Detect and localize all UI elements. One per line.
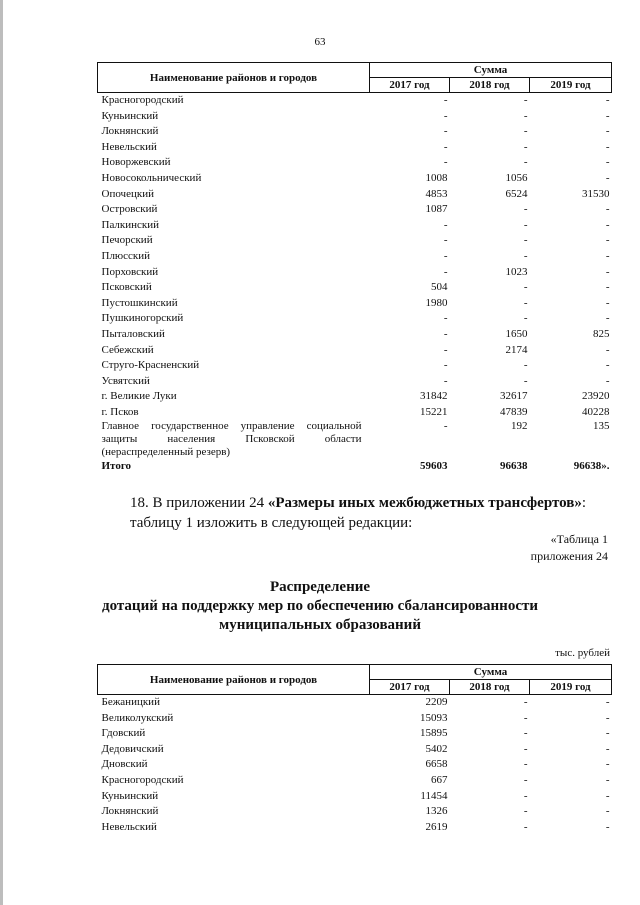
value-cell-2017: 667 [431, 773, 448, 786]
table-row [98, 757, 612, 773]
table-row [98, 311, 612, 327]
value-cell-2019: - [605, 125, 610, 138]
value-cell-2019: - [605, 218, 610, 231]
total-value-2018: 96638 [500, 460, 528, 473]
table-reference-line1: «Таблица 1 [550, 532, 608, 546]
value-cell-2017: 504 [431, 281, 448, 294]
value-cell-2019: - [605, 696, 610, 708]
value-cell-2017: - [443, 94, 448, 106]
value-cell-2017: 2619 [425, 820, 448, 833]
table-row [98, 265, 612, 281]
column-header-2017: 2017 год [370, 680, 450, 695]
value-cell-2019: - [605, 727, 610, 740]
value-cell-2018: - [523, 296, 528, 309]
row-name: Пустошкинский [101, 296, 178, 309]
value-cell-2017: 15895 [420, 727, 448, 740]
column-header-2019: 2019 год [530, 78, 612, 93]
value-cell-2018: 47839 [500, 405, 528, 418]
table-row [98, 280, 612, 296]
table-row [98, 296, 612, 312]
table-reference-line2: приложения 24 [530, 549, 608, 563]
value-cell-2018: - [523, 281, 528, 294]
row-name: Невельский [101, 140, 157, 153]
row-name: Красногородский [101, 94, 184, 106]
table-row [98, 742, 612, 758]
table-row [98, 233, 612, 249]
value-cell-2017: 6658 [425, 758, 448, 771]
value-cell-2017: 1087 [425, 203, 448, 216]
column-header-sum: Сумма [370, 665, 612, 680]
row-name: Локнянский [101, 805, 159, 818]
value-cell-2017: - [443, 420, 448, 433]
table-row [98, 140, 612, 156]
value-cell-2018: - [523, 742, 528, 755]
value-cell-2019: - [605, 758, 610, 771]
value-cell-2017: 1326 [425, 805, 448, 818]
value-cell-2018: - [523, 711, 528, 724]
value-cell-2017: - [443, 125, 448, 138]
value-cell-2018: 6524 [505, 187, 528, 200]
value-cell-2017: - [443, 140, 448, 153]
column-header-2017: 2017 год [370, 78, 450, 93]
table-row [98, 389, 612, 405]
row-name: Бежаницкий [101, 696, 160, 708]
row-name: Псковский [101, 281, 152, 294]
appendix-title: «Размеры иных межбюджетных трансфертов» [267, 495, 582, 511]
value-cell-2019: - [605, 773, 610, 786]
row-name: Красногородский [101, 773, 184, 786]
row-name: Усвятский [101, 374, 150, 387]
value-cell-2019: - [605, 171, 610, 184]
value-cell-2017: 31842 [420, 390, 448, 403]
table-row [98, 358, 612, 374]
value-cell-2019: - [605, 805, 610, 818]
table-row [98, 93, 612, 109]
value-cell-2017: 5402 [425, 742, 448, 755]
row-name: Палкинский [101, 218, 160, 231]
value-cell-2018: 1650 [505, 327, 528, 340]
row-name: Струго-Красненский [101, 359, 200, 372]
value-cell-2019: - [605, 94, 610, 106]
value-cell-2017: - [443, 109, 448, 122]
row-name: Куньинский [101, 109, 159, 122]
value-cell-2018: - [523, 312, 528, 325]
paragraph-colon: : [581, 495, 587, 511]
value-cell-2018: - [523, 156, 528, 169]
row-name: Дедовичский [101, 742, 164, 755]
value-cell-2018: - [523, 805, 528, 818]
value-cell-2018: - [523, 758, 528, 771]
value-cell-2017: 11454 [420, 789, 448, 802]
amendment-paragraph [130, 493, 610, 513]
value-cell-2018: 192 [511, 420, 528, 433]
table-row [98, 171, 612, 187]
amendment-paragraph-line2: таблицу 1 изложить в следующей редакции: [130, 515, 413, 531]
value-cell-2019: - [605, 820, 610, 833]
value-cell-2019: - [605, 281, 610, 294]
value-cell-2017: - [443, 218, 448, 231]
table-row [98, 155, 612, 171]
table-body [98, 93, 612, 476]
value-cell-2017: 4853 [425, 187, 448, 200]
value-cell-2018: - [523, 820, 528, 833]
table-row [98, 789, 612, 805]
column-header-2018: 2018 год [450, 78, 530, 93]
row-name: Локнянский [101, 125, 159, 138]
table-reference [531, 531, 608, 565]
value-cell-2017: - [443, 156, 448, 169]
title-line3: муниципальных образований [219, 617, 421, 633]
row-name: Великолукский [101, 711, 174, 724]
value-cell-2017: - [443, 234, 448, 247]
value-cell-2019: - [605, 140, 610, 153]
value-cell-2017: 15221 [420, 405, 448, 418]
value-cell-2019: - [605, 265, 610, 278]
value-cell-2019: - [605, 234, 610, 247]
value-cell-2018: - [523, 218, 528, 231]
total-value-2017: 59603 [420, 460, 448, 473]
row-name: Пыталовский [101, 327, 165, 340]
table-row [98, 420, 612, 459]
row-name: Главное государственное управление социальной защиты населения Псковской области (нераспределенный резерв) [101, 420, 362, 459]
table-row [98, 343, 612, 359]
value-cell-2017: - [443, 359, 448, 372]
value-cell-2019: - [605, 343, 610, 356]
value-cell-2018: - [523, 125, 528, 138]
scan-edge [0, 0, 3, 905]
total-label: Итого [101, 460, 132, 473]
column-header-2019: 2019 год [530, 680, 612, 695]
subsidies-table [97, 664, 612, 835]
value-cell-2017: - [443, 312, 448, 325]
row-name: Пушкиногорский [101, 312, 184, 325]
value-cell-2018: - [523, 696, 528, 708]
row-name: Островский [101, 203, 158, 216]
value-cell-2017: - [443, 327, 448, 340]
value-cell-2018: 2174 [505, 343, 528, 356]
table-row [98, 327, 612, 343]
column-header-2018: 2018 год [450, 680, 530, 695]
row-name: Куньинский [101, 789, 159, 802]
value-cell-2017: - [443, 249, 448, 262]
total-row [98, 459, 612, 475]
value-cell-2019: - [605, 374, 610, 387]
value-cell-2018: - [523, 359, 528, 372]
row-name: Порховский [101, 265, 159, 278]
value-cell-2017: 1008 [425, 171, 448, 184]
table-row [98, 804, 612, 820]
table-row [98, 202, 612, 218]
row-name: Новосокольнический [101, 171, 202, 184]
row-name: г. Псков [101, 405, 139, 418]
table-body [98, 695, 612, 836]
table-row [98, 109, 612, 125]
table-row [98, 374, 612, 390]
table-row [98, 711, 612, 727]
title-line2: дотаций на поддержку мер по обеспечению сбалансированности [101, 598, 538, 614]
value-cell-2018: 1023 [505, 265, 528, 278]
table-row [98, 820, 612, 836]
table-row [98, 726, 612, 742]
value-cell-2018: 32617 [500, 390, 528, 403]
value-cell-2018: 1056 [505, 171, 528, 184]
row-name: Себежский [101, 343, 154, 356]
table-row [98, 249, 612, 265]
title-line1: Распределение [269, 579, 371, 595]
paragraph-prefix: 18. В приложении 24 [130, 495, 268, 511]
table-row [98, 773, 612, 789]
value-cell-2018: - [523, 727, 528, 740]
value-cell-2018: - [523, 249, 528, 262]
value-cell-2019: 40228 [582, 405, 610, 418]
value-cell-2019: 825 [593, 327, 610, 340]
value-cell-2017: 15093 [420, 711, 448, 724]
table-row [98, 405, 612, 421]
unit-label: тыс. рублей [555, 647, 610, 659]
table-title [0, 578, 640, 635]
value-cell-2017: 1980 [425, 296, 448, 309]
row-name: Гдовский [101, 727, 146, 740]
value-cell-2019: - [605, 711, 610, 724]
column-header-name: Наименование районов и городов [98, 665, 370, 695]
page-number: 63 [314, 36, 326, 48]
value-cell-2018: - [523, 94, 528, 106]
total-value-2019: 96638». [573, 460, 610, 473]
value-cell-2019: - [605, 156, 610, 169]
column-header-sum: Сумма [370, 63, 612, 78]
row-name: Новоржевский [101, 156, 171, 169]
table-row [98, 218, 612, 234]
row-name: Печорский [101, 234, 153, 247]
row-name: Опочецкий [101, 187, 154, 200]
row-name: г. Великие Луки [101, 390, 177, 403]
value-cell-2017: - [443, 343, 448, 356]
allocation-table-continued [97, 62, 612, 475]
row-name: Дновский [101, 758, 148, 771]
value-cell-2019: - [605, 296, 610, 309]
value-cell-2019: - [605, 789, 610, 802]
value-cell-2018: - [523, 789, 528, 802]
value-cell-2018: - [523, 140, 528, 153]
value-cell-2017: 2209 [425, 696, 448, 708]
value-cell-2018: - [523, 109, 528, 122]
value-cell-2019: 31530 [582, 187, 610, 200]
row-name: Плюсский [101, 249, 151, 262]
value-cell-2019: - [605, 109, 610, 122]
row-name: Невельский [101, 820, 157, 833]
value-cell-2019: - [605, 312, 610, 325]
value-cell-2018: - [523, 374, 528, 387]
value-cell-2019: - [605, 742, 610, 755]
table-row [98, 124, 612, 140]
value-cell-2019: - [605, 203, 610, 216]
table-row [98, 695, 612, 711]
value-cell-2019: 23920 [582, 390, 610, 403]
value-cell-2017: - [443, 374, 448, 387]
value-cell-2018: - [523, 773, 528, 786]
value-cell-2018: - [523, 203, 528, 216]
value-cell-2019: - [605, 359, 610, 372]
value-cell-2017: - [443, 265, 448, 278]
value-cell-2019: 135 [593, 420, 610, 433]
value-cell-2018: - [523, 234, 528, 247]
column-header-name: Наименование районов и городов [98, 63, 370, 93]
table-row [98, 187, 612, 203]
value-cell-2019: - [605, 249, 610, 262]
